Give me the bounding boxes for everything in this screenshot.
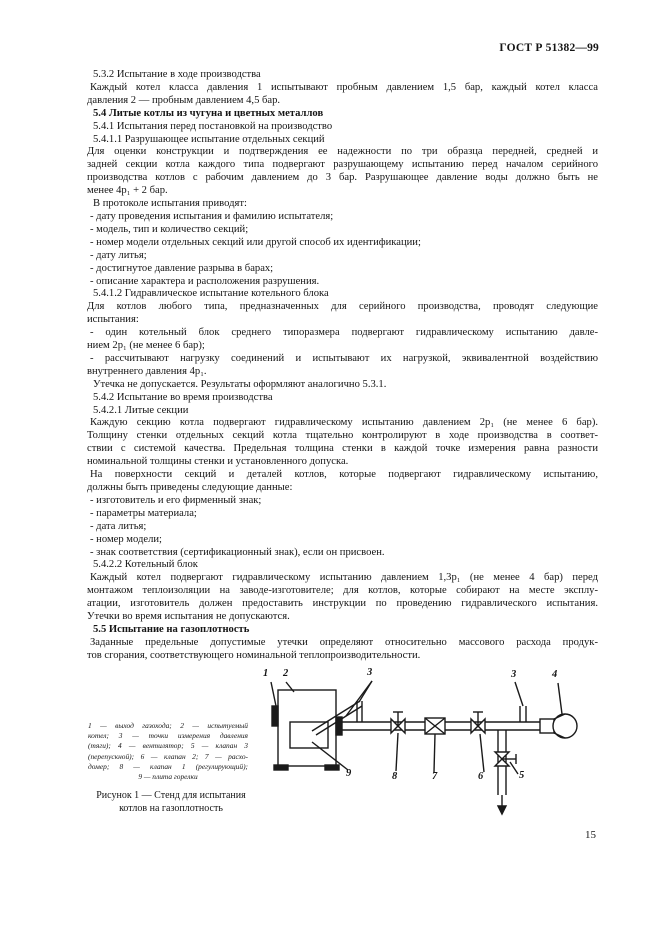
clause-heading: 5.4.2.2 Котельный блок	[93, 559, 198, 571]
paragraph-line: испытания:	[87, 314, 139, 326]
legend-line: домер; 8 — клапан 1 (регулирующий);	[88, 761, 248, 771]
legend-line: 1 — выход газохода; 2 — испытуемый	[88, 721, 248, 730]
flue-outlet	[272, 706, 278, 726]
paragraph-line: задней секции котла каждого типа подвергают разрушающему испытанию перед началом серийного	[87, 159, 598, 171]
clause-heading: 5.3.2 Испытание в ходе производства	[93, 69, 261, 80]
list-item: - описание характера и расположения разрушения.	[90, 275, 320, 287]
document-header: ГОСТ Р 51382—99	[499, 42, 599, 54]
flowmeter	[425, 718, 445, 734]
label-3-right: 3	[511, 669, 517, 680]
label-7: 7	[432, 771, 438, 782]
paragraph-line: номинальной толщины стенки и установленного допуска.	[87, 456, 349, 468]
list-item: - рассчитывают нагрузку соединений и испытывают их нагрузкой, эквивалентной воздействию	[90, 352, 598, 364]
page-number: 15	[585, 829, 596, 841]
paragraph-line: Утечки во время испытания не допускаются.	[87, 611, 290, 623]
paragraph-line: ствии с системой качества. Предельная толщина стенки в каждой точке измерения равна разности	[87, 443, 598, 455]
paragraph-line: давления 2 — пробным давлением 4,5 бар.	[87, 94, 281, 106]
list-item: - номер модели;	[90, 533, 162, 545]
paragraph-line: должны быть приведены следующие данные:	[87, 482, 293, 493]
paragraph-line: В протоколе испытания приводят:	[93, 198, 247, 210]
paragraph-line: атации, изготовитель должен предоставить инструкции по проведению гидравлического испытания.	[87, 598, 598, 610]
boiler-foot-left	[274, 765, 288, 770]
paragraph-line: Каждую секцию котла подвергают гидравлическому испытанию давлением 2p₁ (не менее 6 бар).	[90, 417, 598, 429]
paragraph-line: производства котлов с рабочим давлением до 3 бар. Разрушающее давление воды должно быть не	[87, 172, 598, 184]
clause-heading: 5.4.1.2 Гидравлическое испытание котельного блока	[93, 288, 329, 300]
label-4: 4	[552, 669, 558, 680]
paragraph-line: Толщину стенки отдельных секций котла тщательно контролируют в ходе производства в соответ-	[87, 430, 598, 442]
list-item: - достигнутое давление разрыва в барах;	[90, 262, 274, 274]
valve-1	[391, 719, 405, 733]
paragraph-line: Каждый котел подвергают гидравлическому испытанию давлением 1,3p₁ (не менее 4 бар) перед	[90, 572, 598, 584]
paragraph-line: менее 4p₁ + 2 бар.	[87, 185, 168, 197]
list-item: - один котельный блок среднего типоразмера подвергают гидравлическому испытанию давле-	[90, 327, 598, 339]
list-item: - модель, тип и количество секций;	[90, 223, 249, 235]
figure-legend	[88, 721, 248, 782]
figure-title-line: котлов на газоплотность	[119, 802, 223, 814]
valve-2	[471, 719, 485, 733]
list-item: - дату проведения испытания и фамилию испытателя;	[90, 210, 334, 222]
label-1: 1	[263, 668, 269, 679]
legend-line: 9 — плита горелки	[138, 772, 198, 782]
paragraph-line: Для котлов любого типа, предназначенных для серийного производства, проводят следующие	[87, 301, 598, 313]
paragraph-line: На поверхности секций и деталей котлов, которые подвергают гидравлическому испытанию,	[90, 469, 598, 481]
document-body	[87, 69, 598, 663]
paragraph-line: Утечка не допускается. Результаты оформляют аналогично 5.3.1.	[93, 378, 387, 390]
figure-title	[91, 790, 251, 815]
boiler-flange	[336, 717, 342, 735]
label-5: 5	[519, 770, 525, 781]
label-9: 9	[346, 768, 352, 779]
list-item: - дата литья;	[90, 520, 147, 532]
clause-heading: 5.4.1 Испытания перед постановкой на производство	[93, 120, 333, 132]
paragraph-line: нием 2p₁ (не менее 6 бар);	[87, 340, 205, 352]
label-2: 2	[283, 668, 289, 679]
burner-plate	[290, 722, 328, 748]
list-item: - параметры материала;	[90, 507, 197, 519]
label-3: 3	[367, 667, 373, 678]
boiler-body	[278, 690, 336, 766]
paragraph-line: тов сгорания, соответствующего номинальной теплопроизводительности.	[87, 649, 421, 661]
fan	[553, 714, 577, 738]
paragraph-line: Заданные предельные допустимые утечки определяют относительно массового расхода продук-	[90, 636, 598, 648]
clause-heading: 5.4.1.1 Разрушающее испытание отдельных секций	[93, 133, 325, 145]
figure-title-line: Рисунок 1 — Стенд для испытания	[96, 790, 246, 801]
valve-3	[495, 752, 509, 766]
legend-line: (тяги); 4 — вентилятор; 5 — клапан 3	[88, 741, 248, 751]
paragraph-line: внутреннего давления 4p₁.	[87, 365, 207, 377]
fan-inlet	[540, 719, 554, 733]
boiler-foot-right	[325, 765, 339, 770]
legend-line: (перепускной); 6 — клапан 2; 7 — расхо-	[88, 751, 248, 761]
section-heading: 5.4 Литые котлы из чугуна и цветных металлов	[93, 107, 324, 119]
label-8: 8	[392, 771, 398, 782]
paragraph-line: Каждый котел класса давления 1 испытывают пробным давлением 1,5 бар, каждый котел класса	[90, 81, 598, 93]
clause-heading: 5.4.2.1 Литые секции	[93, 404, 189, 416]
paragraph-line: Для оценки конструкции и подтверждения ее надежности по три образца передней, средней и	[87, 146, 598, 158]
clause-heading: 5.4.2 Испытание во время производства	[93, 391, 273, 403]
label-6: 6	[478, 771, 484, 782]
section-heading: 5.5 Испытание на газоплотность	[93, 623, 250, 635]
list-item: - знак соответствия (сертификационный знак), если он присвоен.	[90, 546, 385, 558]
paragraph-line: монтажом теплоизоляции на заводе-изготовителе; для котлов, которые собирают на месте эксплу-	[87, 585, 598, 597]
measuring-probe	[312, 701, 360, 731]
list-item: - изготовитель и его фирменный знак;	[90, 494, 262, 506]
list-item: - номер модели отдельных секций или другой способ их идентификации;	[90, 236, 421, 248]
list-item: - дату литья;	[90, 249, 147, 261]
legend-line: котел; 3 — точки измерения давления	[88, 731, 248, 741]
